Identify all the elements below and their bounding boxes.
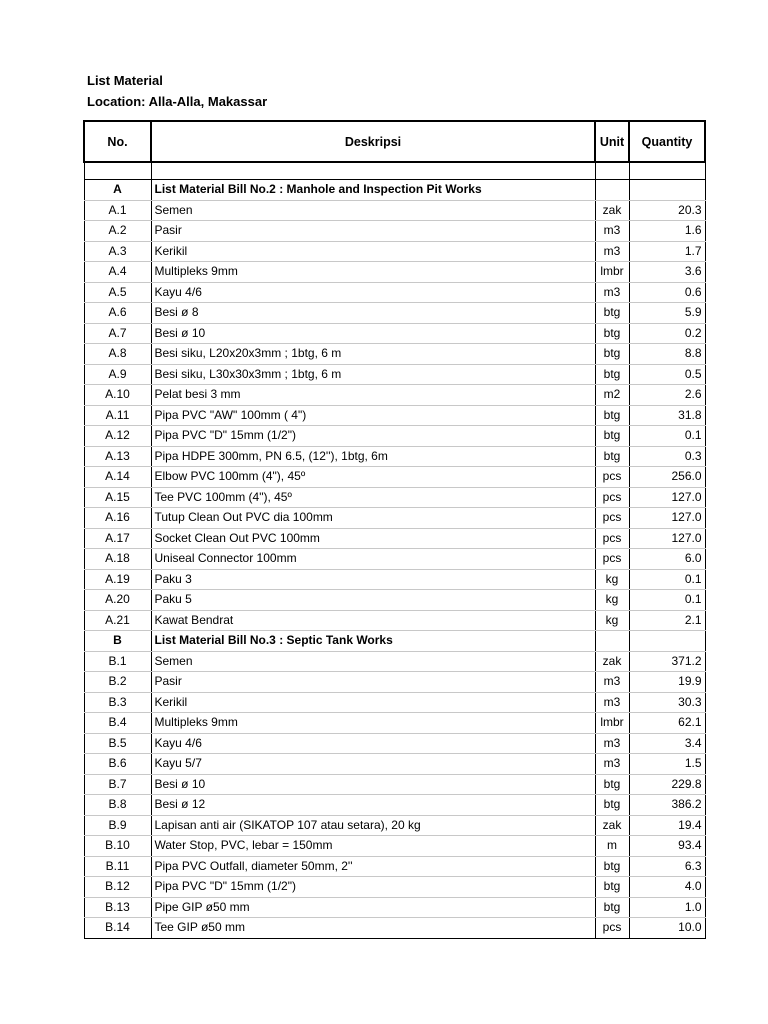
unit-cell: btg	[595, 897, 629, 918]
table-row	[84, 692, 705, 713]
quantity-cell: 1.5	[629, 754, 705, 775]
unit-cell	[595, 631, 629, 652]
quantity-cell: 2.6	[629, 385, 705, 406]
quantity-cell: 1.6	[629, 221, 705, 242]
unit-cell: zak	[595, 815, 629, 836]
unit-cell: btg	[595, 856, 629, 877]
table-row	[84, 733, 705, 754]
quantity-cell: 6.3	[629, 856, 705, 877]
item-number-cell: B.8	[84, 795, 151, 816]
section-header-row	[84, 180, 705, 201]
item-number-cell: B.9	[84, 815, 151, 836]
unit-cell: kg	[595, 590, 629, 611]
table-row	[84, 590, 705, 611]
column-header-quantity: Quantity	[629, 121, 705, 162]
item-number-cell: B.3	[84, 692, 151, 713]
item-number-cell: B.11	[84, 856, 151, 877]
quantity-cell: 3.4	[629, 733, 705, 754]
item-number-cell: A.14	[84, 467, 151, 488]
description-cell: Pipa PVC Outfall, diameter 50mm, 2''	[151, 856, 595, 877]
quantity-cell	[629, 631, 705, 652]
column-header-no: No.	[84, 121, 151, 162]
table-row	[84, 815, 705, 836]
item-number-cell: A.1	[84, 200, 151, 221]
item-number-cell: A.5	[84, 282, 151, 303]
description-cell: Socket Clean Out PVC 100mm	[151, 528, 595, 549]
item-number-cell: B.14	[84, 918, 151, 939]
quantity-cell: 0.2	[629, 323, 705, 344]
unit-cell: lmbr	[595, 713, 629, 734]
unit-cell: zak	[595, 200, 629, 221]
table-row	[84, 241, 705, 262]
material-table	[83, 120, 706, 939]
table-row	[84, 487, 705, 508]
table-row	[84, 672, 705, 693]
quantity-cell: 3.6	[629, 262, 705, 283]
unit-cell: btg	[595, 426, 629, 447]
quantity-cell: 2.1	[629, 610, 705, 631]
item-number-cell: B.12	[84, 877, 151, 898]
description-cell: Tee GIP ø50 mm	[151, 918, 595, 939]
quantity-cell: 8.8	[629, 344, 705, 365]
unit-cell: pcs	[595, 487, 629, 508]
table-row	[84, 405, 705, 426]
description-cell: Pipe GIP ø50 mm	[151, 897, 595, 918]
item-number-cell: A.3	[84, 241, 151, 262]
description-cell: Pipa PVC "D" 15mm (1/2")	[151, 877, 595, 898]
description-cell: Multipleks 9mm	[151, 262, 595, 283]
table-row	[84, 774, 705, 795]
item-number-cell: A.12	[84, 426, 151, 447]
quantity-cell: 127.0	[629, 528, 705, 549]
unit-cell: m2	[595, 385, 629, 406]
unit-cell: pcs	[595, 467, 629, 488]
quantity-cell: 30.3	[629, 692, 705, 713]
unit-cell: m	[595, 836, 629, 857]
table-row	[84, 364, 705, 385]
unit-cell: m3	[595, 733, 629, 754]
table-row	[84, 303, 705, 324]
quantity-cell: 10.0	[629, 918, 705, 939]
quantity-cell: 93.4	[629, 836, 705, 857]
table-row	[84, 754, 705, 775]
item-number-cell: A	[84, 180, 151, 201]
unit-cell: btg	[595, 877, 629, 898]
unit-cell: btg	[595, 774, 629, 795]
description-cell: Besi siku, L20x20x3mm ; 1btg, 6 m	[151, 344, 595, 365]
column-header-unit: Unit	[595, 121, 629, 162]
description-cell: Lapisan anti air (SIKATOP 107 atau setara), 20 kg	[151, 815, 595, 836]
description-cell: List Material Bill No.2 : Manhole and Inspection Pit Works	[151, 180, 595, 201]
spacer-row	[84, 162, 705, 180]
table-row	[84, 262, 705, 283]
item-number-cell: B	[84, 631, 151, 652]
description-cell: Semen	[151, 651, 595, 672]
unit-cell: m3	[595, 241, 629, 262]
unit-cell: btg	[595, 303, 629, 324]
description-cell: Pasir	[151, 221, 595, 242]
item-number-cell: A.20	[84, 590, 151, 611]
unit-cell: m3	[595, 221, 629, 242]
description-cell: Pelat besi 3 mm	[151, 385, 595, 406]
table-row	[84, 569, 705, 590]
section-header-row	[84, 631, 705, 652]
item-number-cell: B.10	[84, 836, 151, 857]
unit-cell: pcs	[595, 528, 629, 549]
quantity-cell: 0.1	[629, 590, 705, 611]
item-number-cell: A.9	[84, 364, 151, 385]
table-row	[84, 528, 705, 549]
description-cell: Pasir	[151, 672, 595, 693]
quantity-cell	[629, 180, 705, 201]
item-number-cell: B.2	[84, 672, 151, 693]
table-row	[84, 795, 705, 816]
quantity-cell: 0.6	[629, 282, 705, 303]
description-cell: Water Stop, PVC, lebar = 150mm	[151, 836, 595, 857]
description-cell: Kerikil	[151, 241, 595, 262]
description-cell: Besi ø 10	[151, 323, 595, 344]
quantity-cell: 0.1	[629, 569, 705, 590]
description-cell: Besi ø 12	[151, 795, 595, 816]
quantity-cell: 6.0	[629, 549, 705, 570]
unit-cell: btg	[595, 446, 629, 467]
description-cell: Besi ø 10	[151, 774, 595, 795]
item-number-cell: A.6	[84, 303, 151, 324]
item-number-cell: A.13	[84, 446, 151, 467]
item-number-cell: A.19	[84, 569, 151, 590]
spacer-cell	[629, 162, 705, 180]
table-row	[84, 856, 705, 877]
table-row	[84, 508, 705, 529]
quantity-cell: 19.4	[629, 815, 705, 836]
item-number-cell: A.15	[84, 487, 151, 508]
description-cell: Paku 3	[151, 569, 595, 590]
unit-cell: btg	[595, 364, 629, 385]
item-number-cell: A.2	[84, 221, 151, 242]
table-row	[84, 610, 705, 631]
table-row	[84, 713, 705, 734]
item-number-cell: B.1	[84, 651, 151, 672]
description-cell: Pipa HDPE 300mm, PN 6.5, (12''), 1btg, 6m	[151, 446, 595, 467]
quantity-cell: 31.8	[629, 405, 705, 426]
item-number-cell: A.16	[84, 508, 151, 529]
unit-cell: btg	[595, 795, 629, 816]
item-number-cell: B.4	[84, 713, 151, 734]
unit-cell: btg	[595, 344, 629, 365]
quantity-cell: 0.3	[629, 446, 705, 467]
quantity-cell: 256.0	[629, 467, 705, 488]
unit-cell	[595, 180, 629, 201]
quantity-cell: 19.9	[629, 672, 705, 693]
description-cell: Kerikil	[151, 692, 595, 713]
description-cell: Pipa PVC "AW" 100mm ( 4")	[151, 405, 595, 426]
unit-cell: kg	[595, 610, 629, 631]
table-row	[84, 446, 705, 467]
item-number-cell: A.10	[84, 385, 151, 406]
column-header-description: Deskripsi	[151, 121, 595, 162]
document-header	[87, 70, 267, 112]
item-number-cell: B.13	[84, 897, 151, 918]
quantity-cell: 127.0	[629, 487, 705, 508]
item-number-cell: A.7	[84, 323, 151, 344]
quantity-cell: 386.2	[629, 795, 705, 816]
spacer-cell	[595, 162, 629, 180]
unit-cell: btg	[595, 405, 629, 426]
description-cell: Besi ø 8	[151, 303, 595, 324]
quantity-cell: 5.9	[629, 303, 705, 324]
unit-cell: zak	[595, 651, 629, 672]
quantity-cell: 127.0	[629, 508, 705, 529]
description-cell: Pipa PVC "D" 15mm (1/2")	[151, 426, 595, 447]
quantity-cell: 62.1	[629, 713, 705, 734]
description-cell: Paku 5	[151, 590, 595, 611]
quantity-cell: 1.7	[629, 241, 705, 262]
table-row	[84, 426, 705, 447]
description-cell: Kawat Bendrat	[151, 610, 595, 631]
table-row	[84, 918, 705, 939]
quantity-cell: 371.2	[629, 651, 705, 672]
quantity-cell: 0.1	[629, 426, 705, 447]
quantity-cell: 229.8	[629, 774, 705, 795]
item-number-cell: A.18	[84, 549, 151, 570]
description-cell: Kayu 4/6	[151, 282, 595, 303]
quantity-cell: 4.0	[629, 877, 705, 898]
description-cell: Tutup Clean Out PVC dia 100mm	[151, 508, 595, 529]
quantity-cell: 0.5	[629, 364, 705, 385]
unit-cell: m3	[595, 672, 629, 693]
unit-cell: btg	[595, 323, 629, 344]
table-row	[84, 200, 705, 221]
table-row	[84, 467, 705, 488]
description-cell: Uniseal Connector 100mm	[151, 549, 595, 570]
description-cell: Semen	[151, 200, 595, 221]
description-cell: Kayu 5/7	[151, 754, 595, 775]
unit-cell: pcs	[595, 508, 629, 529]
table-body	[84, 162, 705, 938]
description-cell: Kayu 4/6	[151, 733, 595, 754]
item-number-cell: A.8	[84, 344, 151, 365]
table-row	[84, 221, 705, 242]
unit-cell: pcs	[595, 918, 629, 939]
item-number-cell: A.4	[84, 262, 151, 283]
unit-cell: m3	[595, 692, 629, 713]
description-cell: Besi siku, L30x30x3mm ; 1btg, 6 m	[151, 364, 595, 385]
unit-cell: m3	[595, 282, 629, 303]
unit-cell: m3	[595, 754, 629, 775]
table-row	[84, 836, 705, 857]
spacer-cell	[84, 162, 151, 180]
unit-cell: lmbr	[595, 262, 629, 283]
item-number-cell: B.7	[84, 774, 151, 795]
document-location: Location: Alla-Alla, Makassar	[87, 94, 268, 109]
item-number-cell: B.5	[84, 733, 151, 754]
quantity-cell: 20.3	[629, 200, 705, 221]
description-cell: List Material Bill No.3 : Septic Tank Works	[151, 631, 595, 652]
item-number-cell: A.21	[84, 610, 151, 631]
table-row	[84, 282, 705, 303]
table-row	[84, 877, 705, 898]
table-row	[84, 549, 705, 570]
item-number-cell: B.6	[84, 754, 151, 775]
description-cell: Elbow PVC 100mm (4"), 45º	[151, 467, 595, 488]
item-number-cell: A.11	[84, 405, 151, 426]
table-row	[84, 897, 705, 918]
description-cell: Tee PVC 100mm (4"), 45º	[151, 487, 595, 508]
spacer-cell	[151, 162, 595, 180]
table-row	[84, 344, 705, 365]
description-cell: Multipleks 9mm	[151, 713, 595, 734]
quantity-cell: 1.0	[629, 897, 705, 918]
table-row	[84, 651, 705, 672]
unit-cell: kg	[595, 569, 629, 590]
table-row	[84, 323, 705, 344]
unit-cell: pcs	[595, 549, 629, 570]
document-title: List Material	[87, 73, 163, 88]
item-number-cell: A.17	[84, 528, 151, 549]
table-header-row	[84, 121, 705, 162]
table-row	[84, 385, 705, 406]
